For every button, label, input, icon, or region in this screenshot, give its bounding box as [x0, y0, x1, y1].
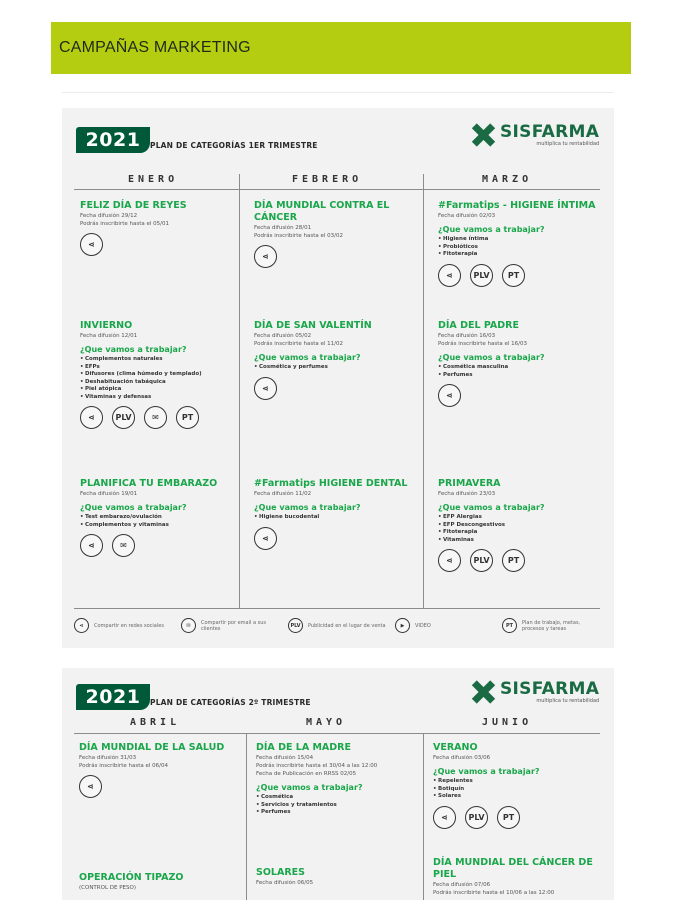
campaign-date: Fecha difusión 05/02	[254, 333, 312, 339]
campaign-title: OPERACIÓN TIPAZO	[79, 872, 184, 883]
campaign-title: DÍA DEL PADRE	[438, 320, 519, 331]
share-icon: ⋖	[254, 377, 277, 400]
campaign-title: DÍA MUNDIAL DEL CÁNCER DE PIEL	[433, 857, 593, 880]
campaign-title: DÍA MUNDIAL CONTRA EL CÁNCER	[254, 200, 390, 223]
legend-label: Plan de trabajo, metas, procesos y tareas	[522, 619, 581, 632]
work-item: • Solares	[433, 793, 593, 801]
campaign-deadline: Podrás inscribirte hasta el 30/04 a las 12:00	[256, 763, 378, 769]
campaign-date: Fecha difusión 15/04	[256, 755, 314, 761]
work-item: • Cosmética	[256, 794, 416, 802]
month-header-junio: JUNIO	[482, 717, 533, 728]
brand-tagline: multiplica tu rentabilidad	[536, 141, 600, 147]
work-item: • Difusores (clima húmedo y templado)	[80, 371, 240, 379]
campaign-card	[254, 200, 414, 268]
campaign-card	[254, 478, 414, 550]
work-items	[80, 356, 240, 401]
plv-icon: PLV	[112, 406, 135, 429]
share-icon: ⋖	[80, 406, 103, 429]
sisfarma-logo	[472, 123, 599, 147]
legend-item-video	[395, 618, 495, 633]
year-badge: 2021	[76, 684, 150, 710]
campaign-title: DÍA MUNDIAL DE LA SALUD	[79, 742, 225, 753]
work-items	[256, 794, 416, 817]
campaign-publication: Fecha de Publicación en RRSS 02/05	[256, 771, 357, 777]
legend-item-share	[74, 618, 174, 633]
campaign-deadline: Podrás inscribirte hasta el 10/06 a las 12:00	[433, 890, 555, 896]
email-icon: ✉	[144, 406, 167, 429]
campaigns-header	[51, 22, 631, 74]
campaign-title: DÍA DE LA MADRE	[256, 742, 351, 753]
campaign-card	[80, 200, 240, 256]
month-header-enero: ENERO	[128, 174, 179, 185]
brand-name: SISFARMA	[500, 122, 600, 142]
legend-item-pt	[502, 618, 602, 633]
work-item: • Probióticos	[438, 244, 598, 252]
campaign-card	[256, 742, 416, 817]
campaign-deadline: Podrás inscribirte hasta el 05/01	[80, 221, 169, 227]
campaign-deadline: Podrás inscribirte hasta el 16/03	[438, 341, 527, 347]
work-question: ¿Que vamos a trabajar?	[438, 225, 545, 234]
email-icon: ✉	[112, 534, 135, 557]
work-question: ¿Que vamos a trabajar?	[256, 783, 363, 792]
pt-icon: PT	[502, 549, 525, 572]
work-item: • Fitoterapia	[438, 251, 598, 259]
campaign-deadline: Podrás inscribirte hasta el 11/02	[254, 341, 343, 347]
campaign-card	[256, 867, 416, 887]
month-header-febrero: FEBRERO	[292, 174, 363, 185]
plv-icon: PLV	[470, 549, 493, 572]
work-items	[254, 514, 414, 522]
plv-icon: PLV	[288, 618, 303, 633]
campaign-title: INVIERNO	[80, 320, 133, 331]
year-badge: 2021	[76, 127, 150, 153]
work-items	[438, 236, 598, 259]
month-header-abril: ABRIL	[130, 717, 181, 728]
campaign-deadline: Podrás inscribirte hasta el 03/02	[254, 233, 343, 239]
pt-icon: PT	[176, 406, 199, 429]
work-item: • Deshabituación tabáquica	[80, 379, 240, 387]
share-icon: ⋖	[438, 384, 461, 407]
pt-icon: PT	[502, 618, 517, 633]
work-items	[254, 364, 414, 372]
pt-icon: PT	[502, 264, 525, 287]
quarter-2-plan-image[interactable]	[62, 668, 614, 900]
campaign-date: Fecha difusión 07/06	[433, 882, 491, 888]
pt-icon: PT	[497, 806, 520, 829]
legend-item-email	[181, 618, 281, 633]
work-item: • Complementos y vitaminas	[80, 522, 240, 530]
column-divider	[246, 733, 247, 900]
work-items	[438, 364, 598, 379]
legend-item-plv	[288, 618, 388, 633]
video-icon: ▶	[395, 618, 410, 633]
brand-tagline: multiplica tu rentabilidad	[536, 698, 600, 704]
campaign-date: Fecha difusión 02/03	[438, 213, 496, 219]
campaign-title: PLANIFICA TU EMBARAZO	[80, 478, 218, 489]
sisfarma-logo-icon	[472, 681, 494, 703]
month-header-marzo: MARZO	[482, 174, 533, 185]
sisfarma-logo-icon	[472, 124, 494, 146]
sisfarma-logo	[472, 680, 599, 704]
campaign-date: Fecha difusión 11/02	[254, 491, 312, 497]
share-icon: ⋖	[79, 775, 102, 798]
campaign-date: Fecha difusión 31/03	[79, 755, 137, 761]
campaign-card	[79, 742, 239, 798]
work-items	[438, 514, 598, 544]
campaign-subtitle: (CONTROL DE PESO)	[79, 885, 136, 891]
legend-label: VIDEO	[415, 622, 431, 629]
share-icon: ⋖	[80, 233, 103, 256]
campaign-title: FELIZ DÍA DE REYES	[80, 200, 187, 211]
work-item: • Cosmética masculina	[438, 364, 598, 372]
work-item: • EFPs	[80, 364, 240, 372]
plv-icon: PLV	[465, 806, 488, 829]
campaign-card	[79, 872, 239, 892]
brand-name: SISFARMA	[500, 679, 600, 699]
share-icon: ⋖	[254, 527, 277, 550]
legend-label: Compartir por email a sus clientes	[201, 619, 266, 632]
work-item: • Perfumes	[256, 809, 416, 817]
divider	[62, 92, 614, 93]
work-item: • Botiquín	[433, 786, 593, 794]
legend-divider	[74, 608, 600, 609]
work-item: • Higiene íntima	[438, 236, 598, 244]
share-icon: ⋖	[254, 245, 277, 268]
campaign-card	[438, 320, 598, 407]
campaign-card	[80, 478, 240, 557]
share-icon: ⋖	[438, 264, 461, 287]
work-item: • EFP Alergias	[438, 514, 598, 522]
legend-label: Publicidad en el lugar de venta	[308, 622, 386, 629]
share-icon: ⋖	[433, 806, 456, 829]
share-icon: ⋖	[438, 549, 461, 572]
work-question: ¿Que vamos a trabajar?	[438, 353, 545, 362]
column-divider	[423, 174, 424, 608]
header-divider	[74, 189, 600, 190]
campaign-card	[433, 857, 593, 897]
work-item: • Servicios y tratamientos	[256, 802, 416, 810]
campaign-title: SOLARES	[256, 867, 305, 878]
work-question: ¿Que vamos a trabajar?	[80, 503, 187, 512]
work-item: • Fitoterapia	[438, 529, 598, 537]
campaign-date: Fecha difusión 06/05	[256, 880, 314, 886]
campaign-date: Fecha difusión 28/01	[254, 225, 312, 231]
campaign-date: Fecha difusión 29/12	[80, 213, 138, 219]
work-item: • Vitaminas	[438, 537, 598, 545]
work-item: • EFP Descongestivos	[438, 522, 598, 530]
work-item: • Test embarazo/ovulación	[80, 514, 240, 522]
campaign-card	[438, 478, 598, 572]
campaign-date: Fecha difusión 03/06	[433, 755, 491, 761]
plan-title: PLAN DE CATEGORÍAS 1ER TRIMESTRE	[150, 141, 318, 150]
campaign-title: #Farmatips HIGIENE DENTAL	[254, 478, 408, 489]
campaign-date: Fecha difusión 23/03	[438, 491, 496, 497]
campaign-date: Fecha difusión 12/01	[80, 333, 138, 339]
column-divider	[423, 733, 424, 900]
month-header-mayo: MAYO	[306, 717, 347, 728]
work-item: • Vitaminas y defensas	[80, 394, 240, 402]
campaign-card	[438, 200, 598, 287]
plv-icon: PLV	[470, 264, 493, 287]
work-question: ¿Que vamos a trabajar?	[254, 353, 361, 362]
work-question: ¿Que vamos a trabajar?	[438, 503, 545, 512]
campaign-date: Fecha difusión 16/03	[438, 333, 496, 339]
work-items	[80, 514, 240, 529]
campaign-title: #Farmatips - HIGIENE ÍNTIMA	[438, 200, 596, 211]
work-item: • Repelentes	[433, 778, 593, 786]
work-question: ¿Que vamos a trabajar?	[80, 345, 187, 354]
work-item: • Higiene bucodental	[254, 514, 414, 522]
icon-legend	[74, 618, 602, 633]
share-icon: ⋖	[80, 534, 103, 557]
campaign-card	[433, 742, 593, 829]
campaign-card	[80, 320, 240, 429]
work-question: ¿Que vamos a trabajar?	[254, 503, 361, 512]
quarter-1-plan-image[interactable]	[62, 108, 614, 648]
plan-title: PLAN DE CATEGORÍAS 2º TRIMESTRE	[150, 698, 311, 707]
campaign-title: VERANO	[433, 742, 478, 753]
page-title: CAMPAÑAS MARKETING	[59, 39, 251, 56]
work-question: ¿Que vamos a trabajar?	[433, 767, 540, 776]
share-icon: ⋖	[74, 618, 89, 633]
campaign-title: DÍA DE SAN VALENTÍN	[254, 320, 372, 331]
legend-label: Compartir en redes sociales	[94, 622, 164, 629]
campaign-title: PRIMAVERA	[438, 478, 501, 489]
campaign-date: Fecha difusión 19/01	[80, 491, 138, 497]
campaign-card	[254, 320, 414, 400]
work-item: • Cosmética y perfumes	[254, 364, 414, 372]
email-icon: ✉	[181, 618, 196, 633]
work-item: • Perfumes	[438, 372, 598, 380]
campaign-deadline: Podrás inscribirte hasta el 06/04	[79, 763, 168, 769]
header-divider	[74, 733, 600, 734]
work-items	[433, 778, 593, 801]
work-item: • Piel atópica	[80, 386, 240, 394]
work-item: • Complementos naturales	[80, 356, 240, 364]
